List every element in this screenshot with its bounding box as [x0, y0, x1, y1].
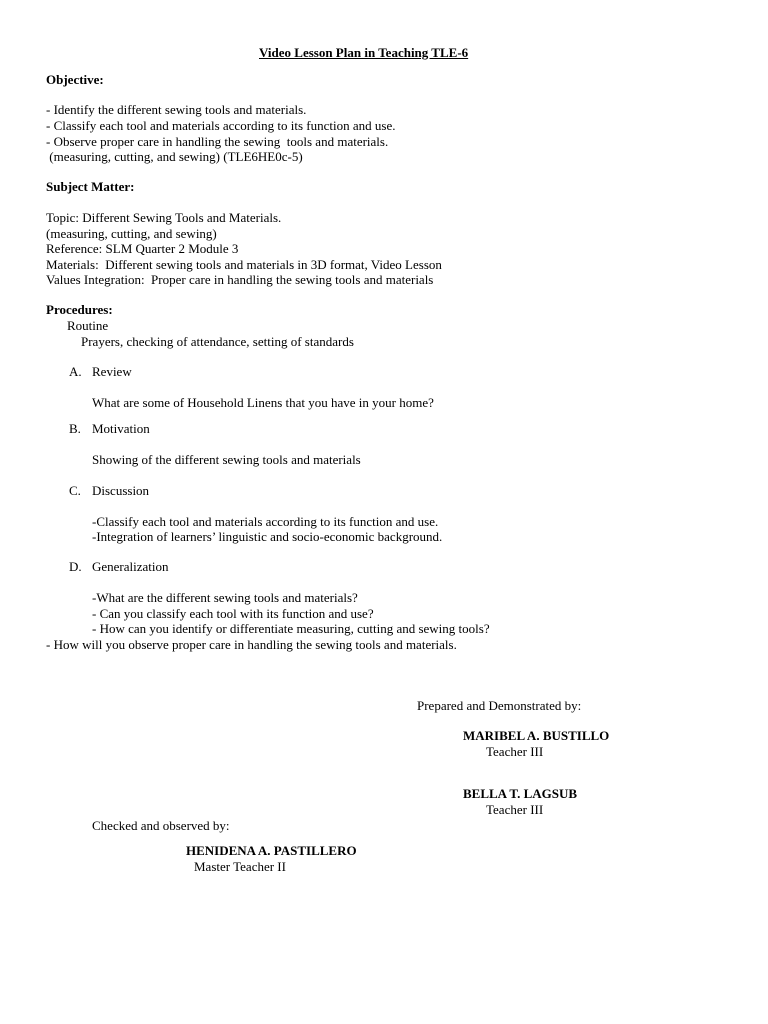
subject-matter-line: Reference: SLM Quarter 2 Module 3 — [46, 241, 239, 256]
preparer-position: Teacher III — [486, 744, 544, 759]
procedure-detail: -What are the different sewing tools and materials? — [92, 590, 358, 605]
procedure-letter: B. — [69, 421, 81, 436]
preparer-name: MARIBEL A. BUSTILLO — [463, 728, 610, 743]
procedure-detail: What are some of Household Linens that you have in your home? — [92, 395, 434, 410]
procedure-letter: A. — [69, 364, 82, 379]
preparer-position: Teacher III — [486, 802, 544, 817]
objective-heading: Objective: — [46, 72, 104, 87]
procedure-detail: Showing of the different sewing tools and materials — [92, 452, 361, 467]
procedure-detail: - How can you identify or differentiate measuring, cutting and sewing tools? — [92, 621, 490, 636]
procedure-label: Review — [92, 364, 132, 379]
objective-line: - Classify each tool and materials according to its function and use. — [46, 118, 396, 133]
objective-line: (measuring, cutting, and sewing) (TLE6HE0c-5) — [46, 149, 303, 164]
preparer-name: BELLA T. LAGSUB — [463, 786, 578, 801]
routine-detail: Prayers, checking of attendance, setting of standards — [81, 334, 354, 349]
routine-label: Routine — [67, 318, 109, 333]
procedure-label: Discussion — [92, 483, 150, 498]
page-title: Video Lesson Plan in Teaching TLE-6 — [259, 45, 469, 60]
checked-label: Checked and observed by: — [92, 818, 230, 833]
procedure-label: Generalization — [92, 559, 169, 574]
procedure-letter: D. — [69, 559, 82, 574]
procedure-detail: -Classify each tool and materials according to its function and use. — [92, 514, 439, 529]
procedure-detail: -Integration of learners’ linguistic and socio-economic background. — [92, 529, 443, 544]
procedure-label: Motivation — [92, 421, 150, 436]
objective-line: - Observe proper care in handling the sewing tools and materials. — [46, 134, 389, 149]
procedure-letter: C. — [69, 483, 81, 498]
procedure-closing-line: - How will you observe proper care in handling the sewing tools and materials. — [46, 637, 457, 652]
prepared-label: Prepared and Demonstrated by: — [417, 698, 582, 713]
objective-line: - Identify the different sewing tools and materials. — [46, 102, 307, 117]
checker-name: HENIDENA A. PASTILLERO — [186, 843, 357, 858]
subject-matter-heading: Subject Matter: — [46, 179, 135, 194]
subject-matter-line: Topic: Different Sewing Tools and Materials. — [46, 210, 282, 225]
checker-position: Master Teacher II — [194, 859, 286, 874]
procedure-detail: - Can you classify each tool with its function and use? — [92, 606, 374, 621]
subject-matter-line: Materials: Different sewing tools and materials in 3D format, Video Lesson — [46, 257, 442, 272]
subject-matter-line: (measuring, cutting, and sewing) — [46, 226, 217, 241]
procedures-heading: Procedures: — [46, 302, 113, 317]
subject-matter-line: Values Integration: Proper care in handling the sewing tools and materials — [46, 272, 434, 287]
